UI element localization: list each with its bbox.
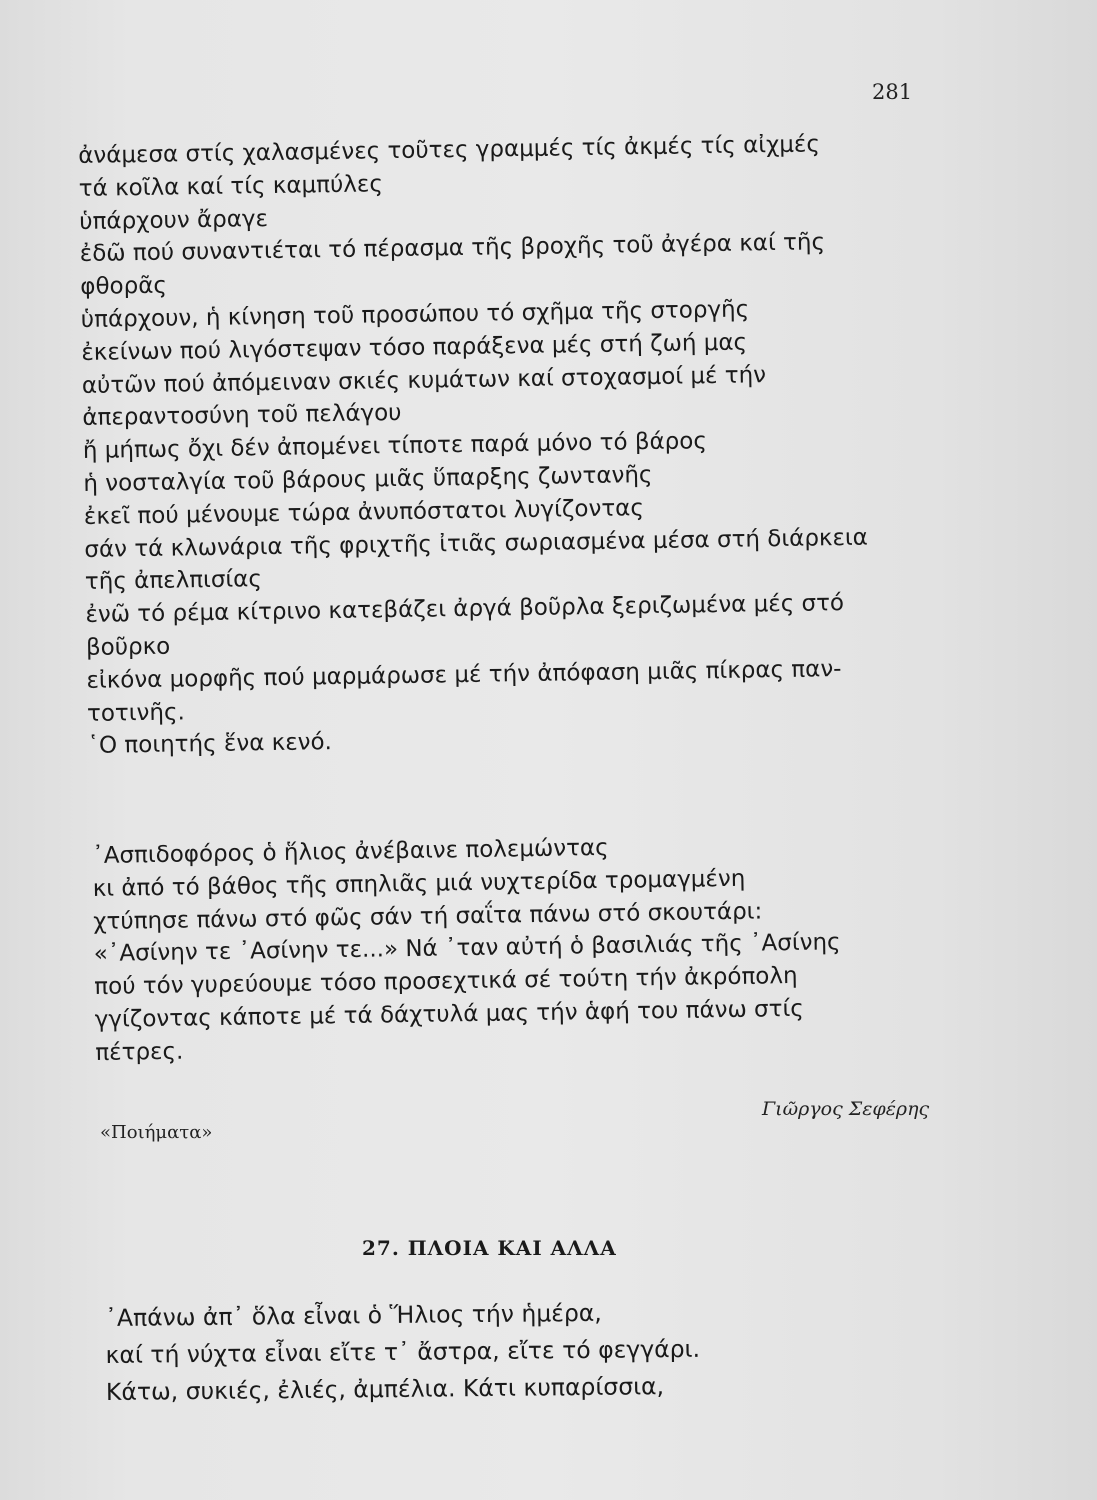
page-number: 281 <box>872 80 913 104</box>
poem-line: φθορᾶς <box>80 272 168 301</box>
poem-line: ἐδῶ πού συναντιέται τό πέρασμα τῆς βροχῆς τοῦ ἀγέρα καί τῆς <box>79 229 826 268</box>
poem-line: ῾Ο ποιητής ἕνα κενό. <box>87 729 333 760</box>
poem-line: κι ἀπό τό βάθος τῆς σπηλιᾶς μιά νυχτερίδα τρομαγμένη <box>92 865 746 902</box>
poem-line: αὐτῶν πού ἀπόμειναν σκιές κυμάτων καί στοχασμοί μέ τήν <box>81 361 767 399</box>
poem-line: πού τόν γυρεύουμε τόσο προσεχτικά σέ τούτη τήν ἀκρόπολη <box>94 963 798 1001</box>
poem-line: τοτινῆς. <box>86 698 185 727</box>
poem-line: ἐκείνων πού λιγόστεψαν τόσο παράξενα μές στή ζωή μας <box>81 329 748 366</box>
poem-line: γγίζοντας κάποτε μέ τά δάχτυλά μας τήν ἁφή του πάνω στίς <box>94 995 804 1033</box>
section-title: 27. ΠΛΟΙΑ ΚΑΙ ΑΛΛΑ <box>362 1236 617 1260</box>
poem-line: ἐνῶ τό ρέμα κίτρινο κατεβάζει ἀργά βοῦρλα ξεριζωμένα μές στό <box>85 590 845 629</box>
poem-line: τά κοῖλα καί τίς καμπύλες <box>78 171 384 202</box>
poem-line: ὑπάρχουν, ἡ κίνηση τοῦ προσώπου τό σχῆμα τῆς στοργῆς <box>80 296 750 333</box>
poem-line: εἰκόνα μορφῆς πού μαρμάρωσε μέ τήν ἀπόφαση μιᾶς πίκρας παν- <box>86 655 842 694</box>
poem-line: βοῦρκο <box>85 633 171 661</box>
poem-line: ᾿Απάνω ἀπ᾿ ὅλα εἶναι ὁ Ἥλιος τήν ἡμέρα, <box>105 1298 602 1332</box>
source-citation: «Ποιήματα» <box>100 1122 213 1143</box>
poem-stanza-3 <box>105 1291 966 1411</box>
poem-line: ᾿Ασπιδοφόρος ὁ ἥλιος ἀνέβαινε πολεμώντας <box>92 834 609 869</box>
poem-line: Κάτω, συκιές, ἐλιές, ἀμπέλια. Κάτι κυπαρίσσια, <box>105 1372 665 1406</box>
poem-stanza-1 <box>78 126 968 763</box>
poem-line: ἤ μήπως ὄχι δέν ἀπομένει τίποτε παρά μόνο τό βάρος <box>82 428 708 465</box>
poem-line: ὑπάρχουν ἄραγε <box>79 205 269 235</box>
poem-line: «᾿Ασίνην τε ᾿Ασίνην τε...» Νά ᾿ταν αὐτή ὁ βασιλιάς τῆς ᾿Ασίνης <box>93 929 841 968</box>
poem-line: ἀπεραντοσύνη τοῦ πελάγου <box>82 400 402 432</box>
poem-line: σάν τά κλωνάρια τῆς φριχτῆς ἰτιᾶς σωριασμένα μέσα στή διάρκεια <box>84 524 869 563</box>
poem-line: ἀνάμεσα στίς χαλασμένες τοῦτες γραμμές τίς ἀκμές τίς αἰχμές <box>78 131 821 169</box>
poem-line: ἡ νοσταλγία τοῦ βάρους μιᾶς ὕπαρξης ζωντανῆς <box>83 461 653 497</box>
poem-line: τῆς ἀπελπισίας <box>84 566 263 596</box>
poem-line: πέτρες. <box>95 1038 184 1066</box>
poem-line: χτύπησε πάνω στό φῶς σάν τή σαΐτα πάνω στό σκουτάρι: <box>93 898 763 935</box>
poem-stanza-2 <box>92 826 965 1069</box>
poem-line: ἐκεῖ πού μένουμε τώρα ἀνυπόστατοι λυγίζοντας <box>83 494 645 530</box>
author-signature: Γιῶργος Σεφέρης <box>762 1098 930 1120</box>
poem-line: καί τή νύχτα εἶναι εἴτε τ᾿ ἄστρα, εἴτε τό φεγγάρι. <box>105 1334 701 1369</box>
